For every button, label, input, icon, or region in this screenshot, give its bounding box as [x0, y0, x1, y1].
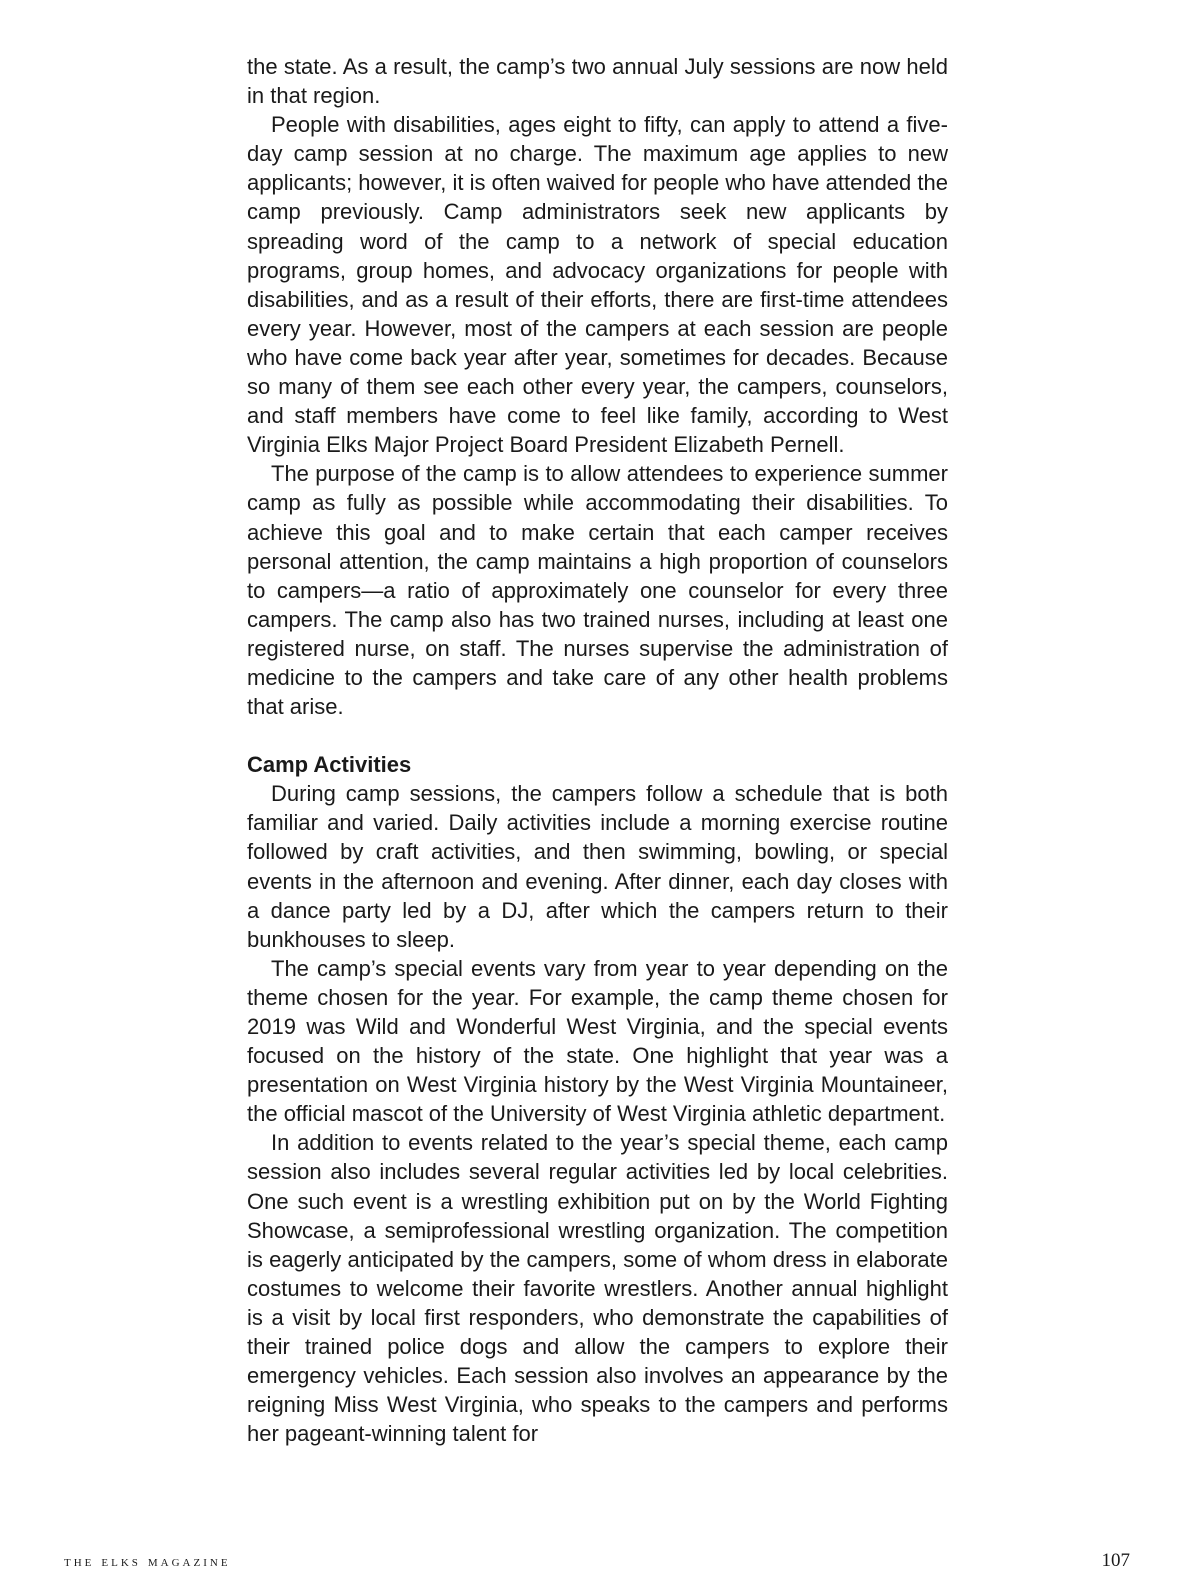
paragraph-purpose: The purpose of the camp is to allow attendees to experience summer camp as fully as possible while accommodating their disabilities. To achieve this goal and to make certain that each camper receives personal attention, the camp maintains a high proportion of counselors to campers—a ratio of approximately one counselor for every three campers. The camp also has two trained nurses, including at least one registered nurse, on staff. The nurses supervise the administration of medicine to the campers and take care of any other health problems that arise. [247, 461, 948, 720]
article-column [247, 52, 948, 1448]
section-heading: Camp Activities [247, 752, 412, 778]
paragraph-special-events: The camp’s special events vary from year to year depending on the theme chosen for the year. For example, the camp theme chosen for 2019 was Wild and Wonderful West Virginia, and the special events focused on the history of the state. One highlight that year was a presentation on West Virginia history by the West Virginia Mountaineer, the official mascot of the University of West Virginia athletic department. [247, 955, 948, 1127]
paragraph-schedule: During camp sessions, the campers follow a schedule that is both familiar and varied. Daily activities include a morning exercise routine followed by craft activities, and then swimming, bowling, or special events in the afternoon and evening. After dinner, each day closes with a dance party led by a DJ, after which the campers return to their bunkhouses to sleep. [247, 781, 948, 952]
paragraph-eligibility: People with disabilities, ages eight to fifty, can apply to attend a five-day camp session at no charge. The maximum age applies to new applicants; however, it is often waived for people who have attended the camp previously. Camp administrators seek new applicants by spreading word of the camp to a network of special education programs, group homes, and advocacy organizations for people with disabilities, and as a result of their efforts, there are first-time attendees every year. However, most of the campers at each session are people who have come back year after year, sometimes for decades. Because so many of them see each other every year, the campers, counselors, and staff members have come to feel like family, according to West Virginia Elks Major Project Board President Elizabeth Pernell. [247, 112, 948, 458]
paragraph-regular-activities: In addition to events related to the year’s special theme, each camp session also includes several regular activities led by local celebrities. One such event is a wrestling exhibition put on by the World Fighting Showcase, a semiprofessional wrestling organization. The competition is eagerly anticipated by the campers, some of whom dress in elaborate costumes to welcome their favorite wrestlers. Another annual highlight is a visit by local first responders, who demonstrate the capabilities of their trained police dogs and allow the campers to explore their emergency vehicles. Each session also involves an appearance by the reigning Miss West Virginia, who speaks to the campers and performs her pageant-winning talent for [247, 1130, 948, 1447]
footer-publication-name: the elks magazine [64, 1553, 231, 1570]
footer-page-number: 107 [1101, 1550, 1130, 1571]
paragraph-continued: the state. As a result, the camp’s two annual July sessions are now held in that region. [247, 54, 948, 109]
